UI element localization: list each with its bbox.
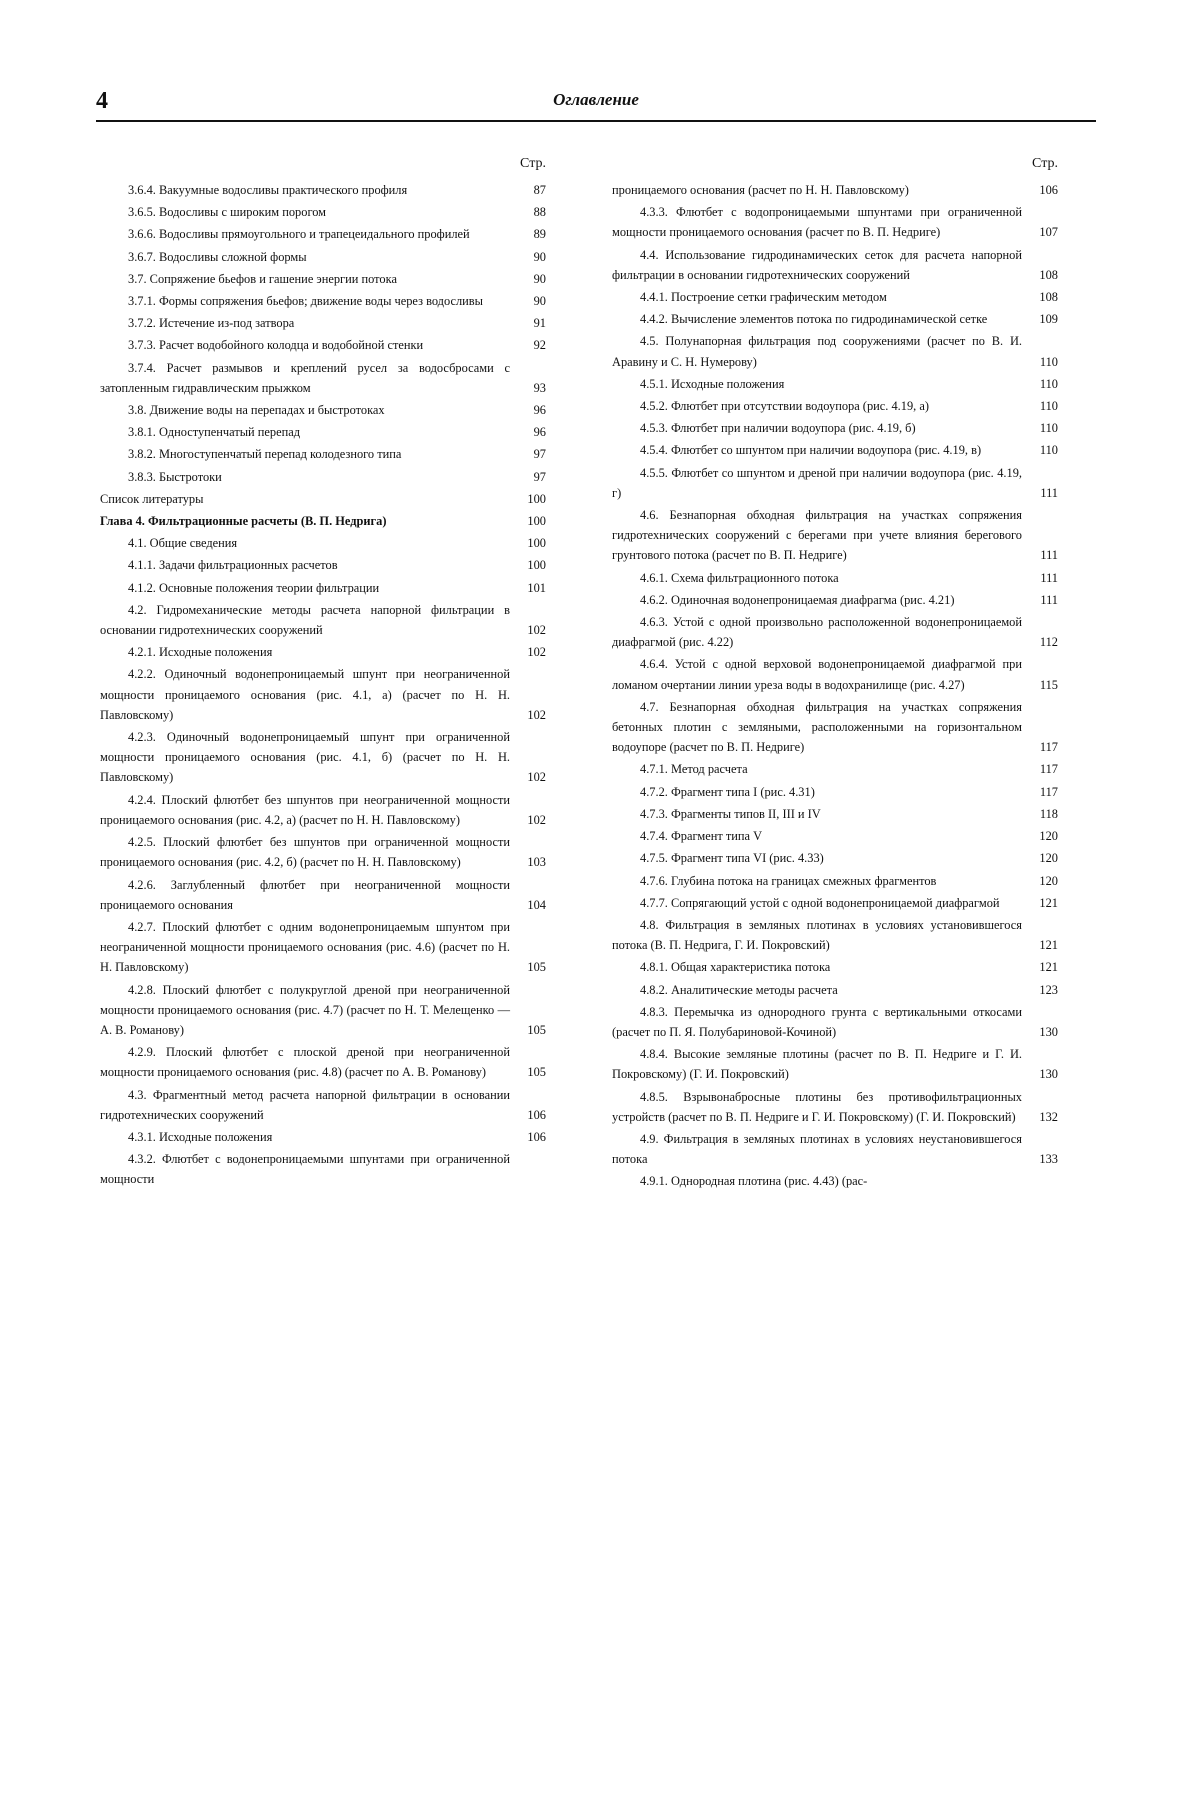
toc-entry-title: 4.3.1. Исходные положения	[128, 1129, 273, 1144]
toc-entry-page: 117	[1039, 784, 1058, 799]
toc-entry	[100, 489, 546, 509]
toc-entry	[100, 600, 546, 640]
toc-entry-title: 4.7.6. Глубина потока на границах смежных фрагментов	[640, 873, 937, 888]
toc-entry-title: 3.8. Движение воды на перепадах и быстротоках	[128, 403, 385, 418]
toc-entry-page: 97	[533, 447, 546, 462]
toc-entry	[100, 555, 546, 575]
toc-entry	[100, 224, 546, 244]
toc-entry	[612, 654, 1058, 694]
toc-entry	[612, 1044, 1058, 1084]
toc-entry-title: 3.6.6. Водосливы прямоугольного и трапецеидального профилей	[128, 227, 470, 242]
toc-entry-title: 4.5.5. Флютбет со шпунтом и дреной при наличии водоупора (рис. 4.19, г)	[612, 465, 1022, 500]
toc-entry-page: 123	[1039, 982, 1058, 997]
toc-entry	[100, 180, 546, 200]
toc-entry-title: проницаемого основания (расчет по Н. Н. Павловскому)	[612, 183, 909, 197]
toc-entry	[612, 782, 1058, 802]
toc-entry	[612, 463, 1058, 503]
toc-entry	[612, 759, 1058, 779]
toc-entry	[612, 440, 1058, 460]
page-header	[96, 86, 1096, 122]
toc-entry	[612, 505, 1058, 566]
toc-entry-page: 93	[533, 380, 546, 395]
toc-entry-page: 103	[527, 855, 546, 870]
toc-entry-title: 3.7.1. Формы сопряжения бьефов; движение воды через водосливы	[128, 294, 483, 309]
toc-entry	[612, 697, 1058, 758]
toc-entry	[100, 358, 546, 398]
toc-entry-title: 4.9.1. Однородная плотина (рис. 4.43) (рас-	[640, 1174, 868, 1189]
toc-entry-title: 4.3.2. Флютбет с водонепроницаемыми шпунтами при ограниченной мощности	[100, 1152, 510, 1187]
toc-entry-title: 4.7.3. Фрагменты типов II, III и IV	[640, 806, 821, 821]
page-column-label: Стр.	[1032, 156, 1058, 171]
toc-entry	[612, 957, 1058, 977]
toc-entry	[612, 202, 1058, 242]
toc-entry	[612, 180, 1058, 200]
toc-entry	[100, 1085, 546, 1125]
toc-entry-page: 91	[533, 316, 546, 331]
toc-entry-page: 105	[527, 960, 546, 975]
toc-entry-title: 4.8. Фильтрация в земляных плотинах в условиях установившегося потока (В. П. Недрига, Г. И. Покровский)	[612, 917, 1022, 953]
toc-entry-page: 92	[533, 338, 546, 353]
toc-entry-page: 96	[533, 425, 546, 440]
toc-entry	[612, 915, 1058, 955]
toc-entry	[100, 917, 546, 978]
toc-entry-page: 90	[533, 294, 546, 309]
toc-entry	[612, 418, 1058, 438]
toc-entry	[100, 642, 546, 662]
toc-entry	[100, 444, 546, 464]
toc-entry-title: 4.1. Общие сведения	[128, 536, 238, 551]
toc-entry-page: 111	[1040, 485, 1058, 500]
toc-entry	[612, 309, 1058, 329]
toc-entry-title: 4.4. Использование гидродинамических сеток для расчета напорной фильтрации в основании гидротехнических сооружений	[612, 247, 1022, 282]
toc-entry	[100, 1149, 546, 1189]
toc-entry	[612, 245, 1058, 285]
toc-entry-page: 106	[527, 1107, 546, 1122]
toc-entry	[612, 374, 1058, 394]
toc-entry-title: 4.1.2. Основные положения теории фильтрации	[128, 580, 380, 595]
toc-entry-title: 4.5. Полунапорная фильтрация под сооружениями (расчет по В. И. Аравину и С. Н. Нумерову)	[612, 334, 1022, 369]
toc-entry-title: 4.7.1. Метод расчета	[640, 762, 748, 777]
toc-entry	[612, 396, 1058, 416]
toc-entry	[100, 578, 546, 598]
toc-entry	[100, 511, 546, 531]
toc-entry-page: 110	[1039, 443, 1058, 458]
toc-entry-page: 101	[527, 580, 546, 595]
running-title: Оглавление	[553, 90, 639, 109]
toc-entry-title: 4.5.4. Флютбет со шпунтом при наличии водоупора (рис. 4.19, в)	[640, 443, 982, 458]
toc-entry	[100, 269, 546, 289]
toc-entry-page: 133	[1039, 1152, 1058, 1167]
toc-entry-page: 100	[527, 514, 546, 529]
toc-entry	[100, 790, 546, 830]
toc-entry-title: 4.2. Гидромеханические методы расчета напорной фильтрации в основании гидротехнических сооружений	[100, 602, 510, 638]
toc-entry	[100, 980, 546, 1041]
toc-entry	[100, 291, 546, 311]
toc-entry-title: 3.6.4. Вакуумные водосливы практического профиля	[128, 183, 408, 197]
toc-entry-title: 4.8.5. Взрывонабросные плотины без противофильтрационных устройств (расчет по В. П. Недриге и Г. И. Покровскому) (Г. И. Покровский)	[612, 1089, 1022, 1124]
toc-entry	[100, 247, 546, 267]
toc-entry-page: 110	[1039, 376, 1058, 391]
toc-entry-title: 4.2.1. Исходные положения	[128, 645, 273, 660]
toc-entry-page: 97	[533, 469, 546, 484]
toc-entry	[100, 1042, 546, 1082]
toc-entry-title: 4.2.2. Одиночный водонепроницаемый шпунт при неограниченной мощности проницаемого основания (рис. 4.1, а) (расчет по Н. Н. Павловскому)	[100, 667, 510, 722]
toc-entry-page: 120	[1039, 873, 1058, 888]
toc-entry-page: 106	[1039, 183, 1058, 197]
toc-entry-page: 111	[1040, 592, 1058, 607]
toc-entry	[100, 875, 546, 915]
toc-column-left	[100, 156, 546, 1192]
toc-entry-page: 88	[533, 205, 546, 220]
toc-entry-title: 4.8.1. Общая характеристика потока	[640, 960, 831, 975]
toc-entry-title: 4.2.8. Плоский флютбет с полукруглой дреной при неограниченной мощности проницаемого основания (рис. 4.7) (расчет по Н. Т. Мелещенко — А. В. Романову)	[100, 982, 510, 1037]
toc-entry-title: 4.7.2. Фрагмент типа I (рис. 4.31)	[640, 784, 815, 799]
toc-entry-title: 4.7.5. Фрагмент типа VI (рис. 4.33)	[640, 851, 824, 866]
toc-entry-page: 111	[1040, 570, 1058, 585]
toc-entry-title: 4.5.1. Исходные положения	[640, 376, 785, 391]
toc-entry-page: 130	[1039, 1067, 1058, 1082]
toc-entry-title: 4.2.5. Плоский флютбет без шпунтов при ограниченной мощности проницаемого основания (рис. 4.2, б) (расчет по Н. Н. Павловскому)	[100, 835, 510, 870]
toc-entry	[100, 202, 546, 222]
toc-entry-page: 121	[1039, 938, 1058, 953]
toc-entry-title: 4.5.2. Флютбет при отсутствии водоупора (рис. 4.19, а)	[640, 399, 929, 414]
toc-entry-title: 3.7.4. Расчет размывов и креплений русел за водосбросами с затопленным гидравлическим прыжком	[100, 360, 510, 395]
toc-entry-title: 4.3. Фрагментный метод расчета напорной фильтрации в основании гидротехнических сооружений	[100, 1087, 510, 1122]
toc-entry-page: 87	[533, 183, 546, 197]
toc-entry-page: 102	[527, 707, 546, 722]
toc-entry-page: 121	[1039, 960, 1058, 975]
toc-entry-page: 107	[1039, 225, 1058, 240]
toc-entry	[100, 533, 546, 553]
toc-entry-page: 100	[527, 558, 546, 573]
toc-entry	[612, 1171, 1058, 1191]
toc-entry-title: 4.8.4. Высокие земляные плотины (расчет по В. П. Недриге и Г. И. Покровскому) (Г. И. Покровский)	[612, 1047, 1022, 1082]
toc-entry-page: 120	[1039, 851, 1058, 866]
toc-entry	[612, 1087, 1058, 1127]
toc-entry-page: 96	[533, 403, 546, 418]
page-column-label: Стр.	[520, 156, 546, 171]
toc-entry-page: 90	[533, 249, 546, 264]
toc-entry-title: 4.1.1. Задачи фильтрационных расчетов	[128, 558, 338, 573]
toc-entry-title: 4.7.7. Сопрягающий устой с одной водонепроницаемой диафрагмой	[640, 895, 1000, 910]
toc-entry-title: 4.3.3. Флютбет с водопроницаемыми шпунтами при ограниченной мощности проницаемого основания (расчет по В. П. Недриге)	[612, 205, 1022, 240]
toc-entry-title: 4.7.4. Фрагмент типа V	[640, 829, 763, 844]
toc-entry-page: 89	[533, 227, 546, 242]
toc-entry-page: 106	[527, 1129, 546, 1144]
toc-entry	[100, 832, 546, 872]
toc-entry-title: 4.6.2. Одиночная водонепроницаемая диафрагма (рис. 4.21)	[640, 592, 955, 607]
toc-entry-title: 4.2.3. Одиночный водонепроницаемый шпунт при ограниченной мощности проницаемого основания (рис. 4.1, б) (расчет по Н. Н. Павловскому)	[100, 730, 510, 785]
toc-entry-page: 108	[1039, 267, 1058, 282]
toc-entry-title: 4.8.2. Аналитические методы расчета	[640, 982, 838, 997]
toc-entry-title: 4.8.3. Перемычка из однородного грунта с вертикальными откосами (расчет по П. Я. Полубариновой-Кочиной)	[612, 1004, 1022, 1039]
toc-entry	[612, 980, 1058, 1000]
toc-entry	[100, 335, 546, 355]
toc-entry-title: 4.6. Безнапорная обходная фильтрация на участках сопряжения гидротехнических сооружений с берегами при учете влияния берегового грунтового потока (расчет по В. П. Недриге)	[612, 508, 1022, 563]
page-number: 4	[96, 88, 108, 114]
toc-entry-page: 105	[527, 1065, 546, 1080]
toc-entry-page: 120	[1039, 829, 1058, 844]
toc-entry-title: 4.7. Безнапорная обходная фильтрация на участках сопряжения бетонных плотин с земляными, расположенными на горизонтальном водоупоре (расчет по В. П. Недриге)	[612, 699, 1022, 755]
toc-entry-page: 90	[533, 271, 546, 286]
toc-entry-page: 110	[1039, 354, 1058, 369]
toc-entry-title: 3.6.5. Водосливы с широким порогом	[128, 205, 327, 220]
toc-entry-title: 4.4.2. Вычисление элементов потока по гидродинамической сетке	[640, 312, 988, 327]
toc-entry-page: 110	[1039, 399, 1058, 414]
toc-entry	[100, 664, 546, 725]
toc-entry-page: 104	[527, 897, 546, 912]
toc-entry-page: 102	[527, 770, 546, 785]
toc-entry-page: 105	[527, 1022, 546, 1037]
toc-entry-title: 4.4.1. Построение сетки графическим методом	[640, 290, 887, 305]
toc-entry-page: 130	[1039, 1024, 1058, 1039]
toc-entry-title: Список литературы	[100, 491, 204, 506]
toc-entry-title: 3.8.2. Многоступенчатый перепад колодезного типа	[128, 447, 402, 462]
toc-entry-title: 4.2.6. Заглубленный флютбет при неограниченной мощности проницаемого основания	[100, 877, 510, 912]
toc-entry	[100, 313, 546, 333]
toc-entry-title: 4.9. Фильтрация в земляных плотинах в условиях неустановившегося потока	[612, 1131, 1022, 1167]
toc-entry-title: Глава 4. Фильтрационные расчеты (В. П. Недрига)	[100, 514, 387, 529]
toc-entry	[612, 331, 1058, 371]
toc-entry	[612, 1002, 1058, 1042]
toc-entry-title: 4.5.3. Флютбет при наличии водоупора (рис. 4.19, б)	[640, 421, 916, 436]
toc-entry-page: 132	[1039, 1109, 1058, 1124]
toc-entry-title: 3.7. Сопряжение бьефов и гашение энергии потока	[128, 271, 397, 286]
toc-entries	[100, 180, 546, 1190]
toc-entry	[612, 568, 1058, 588]
toc-entry	[100, 1127, 546, 1147]
toc-entries	[612, 180, 1058, 1192]
toc-entry-page: 115	[1039, 677, 1058, 692]
toc-entry-title: 3.7.2. Истечение из-под затвора	[128, 316, 295, 331]
toc-entry-title: 3.6.7. Водосливы сложной формы	[128, 249, 307, 264]
toc-entry-title: 3.7.3. Расчет водобойного колодца и водобойной стенки	[128, 338, 424, 353]
toc-entry	[612, 287, 1058, 307]
toc-entry-page: 121	[1039, 895, 1058, 910]
toc-entry-title: 3.8.3. Быстротоки	[128, 469, 222, 484]
toc-entry-page: 100	[527, 491, 546, 506]
toc-entry-page: 102	[527, 645, 546, 660]
toc-entry-page: 117	[1039, 762, 1058, 777]
toc-column-right	[612, 156, 1058, 1194]
toc-entry	[100, 400, 546, 420]
toc-entry-page: 117	[1039, 740, 1058, 755]
toc-entry-page: 102	[527, 812, 546, 827]
toc-entry-page: 111	[1040, 548, 1058, 563]
toc-entry	[612, 871, 1058, 891]
toc-entry	[612, 893, 1058, 913]
toc-entry-title: 4.6.1. Схема фильтрационного потока	[640, 570, 839, 585]
toc-entry-page: 112	[1039, 635, 1058, 650]
toc-entry	[100, 727, 546, 788]
toc-entry	[612, 826, 1058, 846]
toc-entry	[612, 612, 1058, 652]
toc-entry-title: 4.2.4. Плоский флютбет без шпунтов при неограниченной мощности проницаемого основания (рис. 4.2, а) (расчет по Н. Н. Павловскому)	[100, 792, 510, 827]
toc-entry-title: 4.2.9. Плоский флютбет с плоской дреной при неограниченной мощности проницаемого основания (рис. 4.8) (расчет по А. В. Романову)	[100, 1045, 510, 1080]
toc-entry-page: 102	[527, 623, 546, 638]
toc-entry-page: 109	[1039, 312, 1058, 327]
toc-entry-page: 118	[1039, 806, 1058, 821]
toc-entry-page: 108	[1039, 290, 1058, 305]
toc-entry-title: 3.8.1. Одноступенчатый перепад	[128, 425, 301, 440]
toc-entry-title: 4.6.3. Устой с одной произвольно расположенной водонепроницаемой диафрагмой (рис. 4.22)	[612, 615, 1022, 650]
toc-entry	[100, 467, 546, 487]
toc-entry	[612, 590, 1058, 610]
toc-entry	[612, 1129, 1058, 1169]
toc-entry	[612, 804, 1058, 824]
toc-entry-title: 4.6.4. Устой с одной верховой водонепроницаемой диафрагмой при ломаном очертании линии уреза воды в водохранилище (рис. 4.27)	[612, 657, 1022, 692]
toc-entry	[612, 848, 1058, 868]
toc-entry-page: 110	[1039, 421, 1058, 436]
toc-entry-page: 100	[527, 536, 546, 551]
toc-entry	[100, 422, 546, 442]
toc-entry-title: 4.2.7. Плоский флютбет с одним водонепроницаемым шпунтом при неограниченной мощности проницаемого основания (рис. 4.6) (расчет по Н. Н. Павловскому)	[100, 919, 510, 975]
